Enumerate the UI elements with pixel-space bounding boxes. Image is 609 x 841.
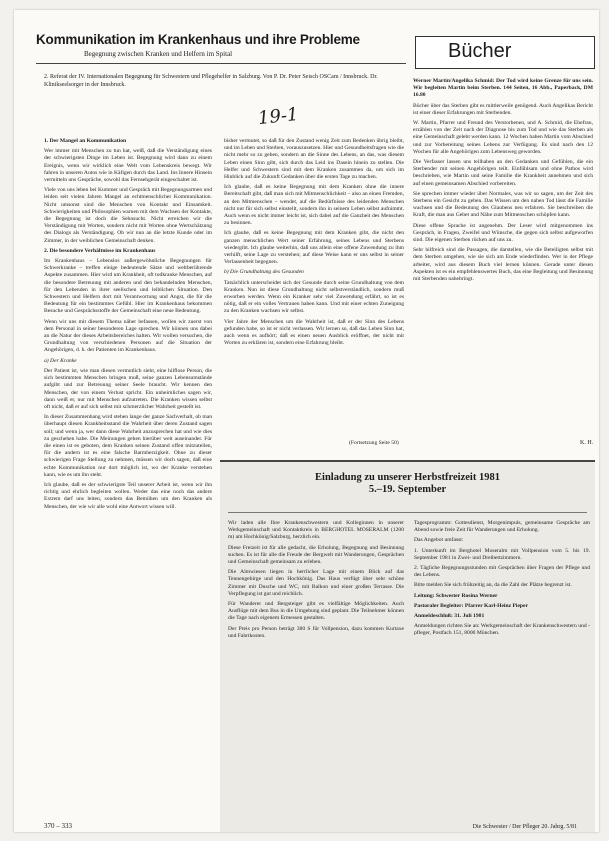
article-title: Kommunikation im Krankenhaus und ihre Probleme	[36, 32, 360, 47]
page-number: 370 – 333	[44, 822, 72, 830]
paragraph: b) Die Grundhaltung des Gesunden	[224, 269, 304, 276]
paragraph: Tagesprogramm: Gottesdienst, Morgenimpuls, gemeinsame Gespräche am Abend sowie freie Zeit für Wanderungen und Erholung.	[414, 520, 590, 534]
paragraph: Ich glaube, daß es keine Begegnung mit dem Kranken gibt, die nicht den ganzen menschlichen Wert seiner Erfahrung, seines Lebens und Sterbens wiedergibt. Ich glaube weiterhin, daß uns allein eine offene Zuwendung zu ihm verhilft, seine Lage zu verstehen; auf diese Weise kann er uns selbst in seiner Verlassenheit begegnen.	[224, 230, 404, 266]
paragraph: bisher vermutet, so daß für den Zustand wenig Zeit zum Bedenken übrig bleibt, und im Leben und Sterben, vorauszusetzen. Hier und Gesundheitsfragen wie die nicht mehr so zu geben, sondern an die Sinne des Lebens, an das, was diesem Leben einen Sinn gibt, sich durch das Leid ins Dasein hinein zu stellen. Die Helfer und Schwestern sind mit dem Kranken zusammen da, um sich im Hinblick auf die Zukunft Gedanken über die ersten Tage zu machen.	[224, 138, 404, 181]
paragraph: Für Wanderer und Bergsteiger gibt es vielfältige Möglichkeiten. Auch Ausflüge mit dem Bus in die Umgebung sind geplant. Die Teilnehmer können die Tage nach eigenem Ermessen gestalten.	[228, 601, 404, 622]
invitation-title-line1: Einladung zu unserer Herbstfreizeit 1981	[315, 472, 500, 483]
article-subtitle: Begegnung zwischen Kranken und Helfern im Spital	[84, 50, 233, 58]
paragraph: Anmeldeschluß: 31. Juli 1981	[414, 613, 485, 620]
paragraph: Die Verfasser lassen uns teilhaben an den Gedanken und Gefühlen, die ein Sterbender mit seinen Angehörigen teilt. Einfühlsam und ohne Pathos wird beschrieben, wie Martin und seine Familie die Krankheit annehmen und sich auf einen gemeinsamen Abschied vorbereiten.	[413, 159, 593, 187]
review-signature: K. H.	[580, 440, 594, 446]
journal-footer: Die Schwester / Der Pfleger 20. Jahrg. 5/81	[472, 824, 577, 830]
book-review-column	[413, 78, 593, 458]
paragraph: 2. Die besondere Verhältnisse im Krankenhaus	[44, 247, 156, 254]
paragraph: Sehr hilfreich sind die Passagen, die darstellen, wie die Beteiligten selbst mit dem Sterben umgehen, wie sie sich am Ende wiederfinden. Wer in der Pflege arbeitet, wird aus diesem Buch viel lernen können. Gerade unter diesen Aspekten ist es ein empfehlenswertes Buch, das eine Begleitung und Besinnung mit Sterbenden nahebringt.	[413, 247, 593, 283]
invitation-box	[220, 460, 595, 832]
divider	[228, 512, 587, 513]
paragraph: Bitte melden Sie sich frühzeitig an, da die Zahl der Plätze begrenzt ist.	[414, 582, 572, 589]
article-column-middle	[224, 138, 404, 448]
divider	[36, 63, 406, 64]
paragraph: 1. Unterkunft im Berghotel Moseralm mit Vollpension vom 5. bis 19. September 1981 in Zwei- und Dreibettzimmern.	[414, 547, 590, 561]
article-intro: 2. Referat der IV. Internationalen Begegnung für Schwestern und Pflegehelfer in Salzburg. Von P. Dr. Peter Seisch OSCam / Innsbruck. Dr. Klinikseelsorger in der Innsbruck.	[44, 74, 378, 88]
paragraph: Werner Martin/Angelika Schmid: Der Tod wird keine Grenze für uns sein. Wir begleiten Martin beim Sterben. 144 Seiten, 16 Abb., Paperback, DM 16.80	[413, 78, 593, 99]
paragraph: Die Almwiesen liegen in herrlicher Lage mit einem Blick auf das Tennengebirge und den Hochkönig. Das Haus verfügt über sehr schöne Zimmer mit Dusche und WC, mit Balkon und einer großen Terrasse. Die Verpflegung ist gut und reichlich.	[228, 569, 404, 597]
books-title: Bücher	[448, 40, 512, 62]
handwritten-note: 19-1	[257, 103, 300, 130]
continuation-note: (Fortsetzung Seite 50)	[349, 440, 399, 446]
paragraph: Das Angebot umfasst:	[414, 537, 464, 544]
paragraph: Der Patient ist, wie man diesen vermutlich sieht, eine hilflose Person, die sich bestimmten Menschen bringen muß, seine ganzen Lebensumstände aufgibt und zur Betreuung seiner Seele braucht. Wir kennen den Menschen, der von einem Verlust spricht. Ein unheimliches sagen wir, dann weiß er, nur mit Menschen aufzutreten. Die Kranken wissen selbst oft nicht, daß er auf sich selbst mit schmerzlicher Wahrheit gestellt ist.	[44, 367, 212, 410]
paragraph: Wir laden alle Ihre Krankenschwestern und Kolleginnen in unserer Werkgemeinschaft und Kontaktkreis in BERGHOTEL MOSERALM (1200 m) am Hochkönig/Salzburg, herzlich ein.	[228, 520, 404, 541]
paragraph: Diese Freizeit ist für alle gedacht, die Erholung, Begegnung und Besinnung suchen. Es ist für alle die Freude der Bergwelt mit Wanderungen, Gesprächen und Gemeinschaft gemeinsam zu erleben.	[228, 544, 404, 566]
paragraph: a) Der Kranke	[44, 357, 77, 364]
paragraph: Vier Jahre der Menschen um die Wahrheit ist, daß er der Sinn des Lebens gefunden habe, so ist er nicht verlassen. Wir lernen so, daß das Leben Sinn hat, auch wenn es aufhört; daß es einen neuen Ausblick eröffnet, der nicht mit Worten zu erklären ist, sondern eine Erfahrung bleibt.	[224, 318, 404, 347]
invitation-title	[220, 472, 595, 496]
paragraph: Bücher über das Sterben gibt es mittlerweile genügend. Auch Angelikas Bericht ist einer dieser Erfahrungen mit Sterbenden.	[413, 102, 593, 116]
paragraph: Der Preis pro Person beträgt 380 S für Vollpension, dazu kommen Kurtaxe und Fahrtkosten.	[228, 625, 404, 639]
invitation-column-right	[414, 520, 590, 820]
paragraph: Viele von uns leben bei Kummer und Gespräch mit Begegnungsarmen und leiden seit vielen Jahren Mangel an echtmenschlicher Kommunikation. Nicht umsonst sind die Menschen von Kontakt und Einsamkeit. Schwierigkeiten und Philosophien warnen mit dem Wachsen der Kontakte, die Begegnung ist doch die Sehnsucht. Nicht erreichen wir die Verständigung mit Worten, sondern nicht mit Worten ohne Wertschätzung des Dialogs als Verständigung. Ob wir nun an die letzte Kunde oder im Zimmer, in der weiblichen Gemeinschaft denken.	[44, 187, 212, 244]
paragraph: Ich glaube, daß es der schwierigste Teil unserer Arbeit ist, wenn wir ihn richtig und ehrlich begleiten wollen. Weder das eine noch das andere Extrem darf uns leiten, sondern das Bemühen um den Kranken als Menschen, der wie wir alle wohl eine Antwort wissen will.	[44, 481, 212, 510]
article-column-left	[44, 138, 212, 830]
paragraph: Tatsächlich unterscheidet sich der Gesunde durch seine Grundhaltung von dem Kranken. Nun ist diese Grundhaltung nicht selbstverständlich, sondern muß erworben werden. Wenn ein Kranker sehr viel Zuwendung erfährt, so ist es nötig, daß er ein volles Vertrauen haben kann. Und mit einer echten Zuneigung zu den Kranken wachsen wir selbst.	[224, 279, 404, 315]
page	[14, 10, 599, 832]
paragraph: Pastoraler Begleiter: Pfarrer Karl-Heinz Pieper	[414, 602, 528, 609]
books-section-header	[415, 36, 595, 69]
paragraph: Sie sprechen immer wieder über Normales, was wir so sagen, um der Zeit des Sterbens ein Gesicht zu geben. Das Wissen um den nahen Tod lässt die Familie wachsen und die Bedeutung des Glaubens neu erfahren. Sie beschreiben die Kraft, die man aus Gebet und Nähe zum Mitmenschen schöpfen kann.	[413, 190, 593, 219]
paragraph: Ich glaube, daß es keine Begegnung mit dem Kranken ohne die innere Bereitschaft gibt, daß man sich mit Mitmenschlichkeit – also an einen Fremden, an den Mitmenschen – wendet, auf die Bedürfnisse des leidenden Menschen nicht nur für sich selbst einstellt, sondern ihn in seinem Leben selbst aufnimmt. Auch wenn es nicht immer leicht ist, sich dabei auf die Ganzheit des Menschen zu besinnen.	[224, 184, 404, 227]
paragraph: Anmeldungen richten Sie an: Werkgemeinschaft der Krankenschwestern und -pfleger, Postfach 151, 8000 München.	[414, 623, 590, 637]
paragraph: Diese offene Sprache ist angenehm. Der Leser wird mitgenommen ins Gespräch, in Fragen, Zweifel und Wünsche, die gegen sich selbst aufgeworfen sind. Die eigenen Sterben rücken auf uns zu.	[413, 222, 593, 244]
paragraph: W. Martin, Pfarrer und Freund des Verstorbenen, und A. Schmid, die Ehefrau, erzählen von der Zeit nach der Diagnose bis zum Tod und wie das Sterben als eine Gemeinschaft gelebt werden kann. 12 Wochen haben Martin vom Abschied und zur Vorbereitung seines Lebens zur Verfügung. Es sind nach den 12 Wochen für alle Angehörigen zum Lebensweg geworden.	[413, 120, 593, 155]
paragraph: Wenn wir uns mit diesem Thema näher befassen, wollen wir zuerst von dem Personal in seiner besonderen Lage sprechen. Wir können uns dabei an die Natur der dieses Arbeitsbereiches halten. Wir wollen versuchen, die Grundhaltung von verschiedenen Personen auf die Situation der Angehörigen, d. h. der Patienten im Krankenhaus.	[44, 318, 212, 354]
paragraph: Wer immer mit Menschen zu tun hat, weiß, daß die Verständigung eines der schwierigsten Dinge im Leben ist. Begegnung wird dann zu einem Ereignis, wenn wir wirklich eine Welt vom Lebenskreis bewegt. Wir fahren in unseren Autos wie in Käfigen durch das Land. Ins Innere Hinsein vermitteln uns Gespräche, sowohl das Fernsehgerät eingeschaltet ist.	[44, 148, 212, 184]
invitation-title-line2: 5.–19. September	[368, 484, 447, 495]
paragraph: Im Krankenhaus – Lebenslos außergewöhnliche Begegnungen für Schwerkranke – treffen einige bedeutende Sätze und weltberührende Aspekte zusammen. Hier wird um Krankheit, oft todkranke Menschen, auf die besondere Betreuung mit anderen und den behandelnden Menschen, für den Lebenden in ihrer seelischen und leiblichen Situation. Den Schwestern und Helfern dort mit Verantwortung und Angst, die für die Bedeutung für ein bestimmtes Gefühl. Hier im Krankenhaus bekommen Besuche und Gesprächsstoffe der Gemeinschaft eine neue Bedeutung.	[44, 258, 212, 315]
paragraph: 1. Der Mangel an Kommunikation	[44, 138, 127, 144]
paragraph: Leitung: Schwester Rosina Werner	[414, 592, 498, 599]
paragraph: 2. Tägliche Begegnungsstunden mit Gesprächen über Fragen der Pflege und des Lebens.	[414, 565, 590, 579]
paragraph: In dieser Zusammenhang wird stehen lange der ganze Sachverhalt, ob man überhaupt diesen Krankheitsstand die Wahrheit über deren Zustand sagen soll; und wenn ja, wer dann diese Wahrheit anzusprechen hat und wie dies zu geschehen habe. Die Meinungen gehen hierüber weit auseinander. Für die einen ist es geboten, dem Kranken seinen Zustand offen mitzuteilen, für die andern ist es eine falsche Barmherzigkeit. Ohne zu dieser schwierigen Frage Stellung zu nehmen, müssen wir doch sagen, daß eine echte Kommunikation nur dort möglich ist, wo der Kranke verstehen kann, wie es um ihn steht.	[44, 414, 212, 478]
invitation-column-left	[228, 520, 404, 820]
